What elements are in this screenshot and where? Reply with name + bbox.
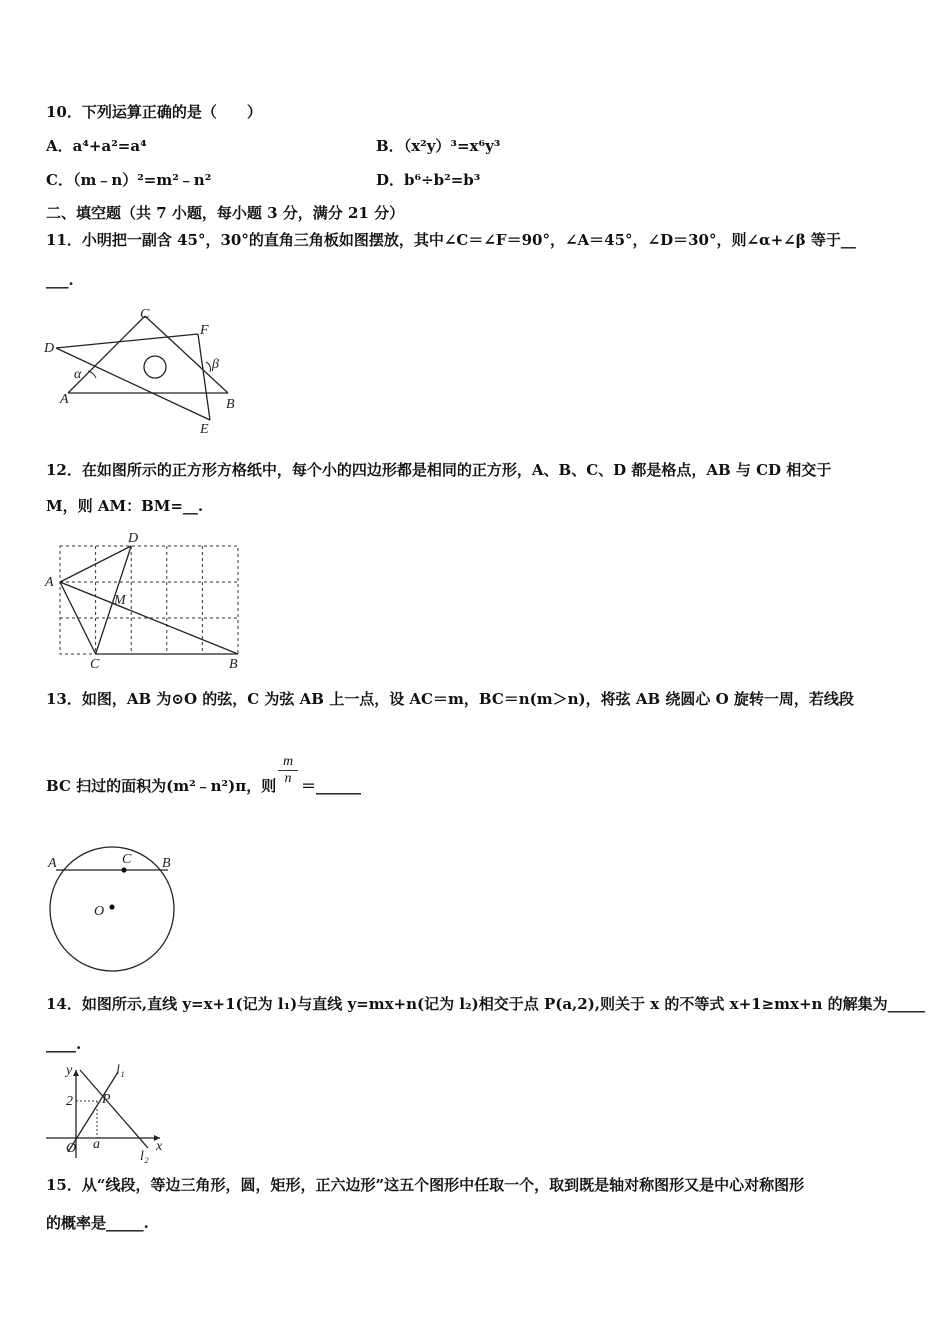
q10-option-c [46, 170, 211, 190]
label-c: C [140, 307, 150, 322]
q11-triangle-figure [40, 300, 250, 440]
label-o: O [94, 904, 105, 919]
q13-text-post: ＝______ [301, 777, 362, 795]
label-l1: l₁ [116, 1063, 125, 1078]
option-text: b⁶÷b²=b³ [404, 171, 481, 189]
option-label: B． [376, 137, 404, 155]
label-alpha: α [74, 367, 82, 382]
label-b: B [226, 397, 235, 412]
label-y: y [66, 1063, 73, 1078]
q12-text-line2: M，则 AM：BM=__. [46, 497, 204, 515]
option-label: A． [46, 137, 73, 155]
q13-text-line1: 13．如图，AB 为⊙O 的弦，C 为弦 AB 上一点，设 AC＝m，BC＝n(m＞n)，将弦 AB 绕圆心 O 旋转一周，若线段 [46, 690, 854, 708]
label-2: 2 [66, 1094, 73, 1109]
q12-text-line1: 12．在如图所示的正方形方格纸中，每个小的四边形都是相同的正方形，A、B、C、D 都是格点，AB 与 CD 相交于 [46, 461, 832, 479]
label-b: B [229, 657, 238, 672]
q15-text-line2: 的概率是_____. [46, 1214, 149, 1232]
q14-graph-figure [40, 1060, 175, 1165]
section-heading: 二、填空题（共 7 小题，每小题 3 分，满分 21 分） [46, 204, 405, 222]
label-beta: β [212, 357, 219, 372]
label-o: O [66, 1141, 77, 1156]
option-label: C． [46, 171, 73, 189]
q15-text-line1: 15．从“线段，等边三角形，圆，矩形，正六边形”这五个图形中任取一个，取到既是轴对称图形又是中心对称图形 [46, 1176, 805, 1194]
q13-circle-figure [40, 845, 190, 977]
fraction-numerator: m [282, 754, 294, 769]
fraction-denominator: n [278, 770, 298, 787]
q10-option-d [376, 170, 480, 190]
q10-stem: 10．下列运算正确的是（ ） [46, 103, 262, 121]
label-a: A [48, 856, 57, 871]
q14-text-line2: ____. [46, 1035, 82, 1053]
q13-fraction [278, 754, 298, 787]
option-text: （m﹣n）²=m²﹣n² [72, 171, 212, 189]
label-p: P [102, 1092, 111, 1107]
q10-option-a [46, 136, 147, 156]
option-label: D． [376, 171, 405, 189]
label-x: x [156, 1139, 163, 1154]
label-d: D [44, 341, 55, 356]
label-c: C [90, 657, 100, 672]
q14-text-line1: 14．如图所示,直线 y=x+1(记为 l₁)与直线 y=mx+n(记为 l₂)相交于点 P(a,2),则关于 x 的不等式 x+1≥mx+n 的解集为_____ [46, 995, 926, 1013]
q13-text-line2 [46, 776, 276, 796]
label-e: E [200, 422, 209, 437]
option-text: （x²y）³=x⁶y³ [403, 137, 501, 155]
q12-grid-figure [40, 528, 250, 673]
label-b: B [162, 856, 171, 871]
q13-text-pre: BC 扫过的面积为(m²﹣n²)π，则 [46, 777, 277, 795]
q10-option-b [376, 136, 500, 156]
label-l2: l₂ [140, 1149, 149, 1164]
label-d: D [128, 531, 139, 546]
label-a: a [93, 1137, 100, 1152]
label-c: C [122, 852, 132, 867]
label-a: A [60, 392, 69, 407]
label-a: A [45, 575, 54, 590]
option-text: a⁴+a²=a⁴ [72, 137, 147, 155]
label-f: F [200, 323, 209, 338]
q11-text-line1: 11．小明把一副含 45°，30°的直角三角板如图摆放，其中∠C＝∠F＝90°，∠A＝45°，∠D＝30°，则∠α+∠β 等于__ [46, 231, 856, 249]
q11-text-line2: ___. [46, 271, 74, 289]
label-m: M [114, 593, 126, 608]
